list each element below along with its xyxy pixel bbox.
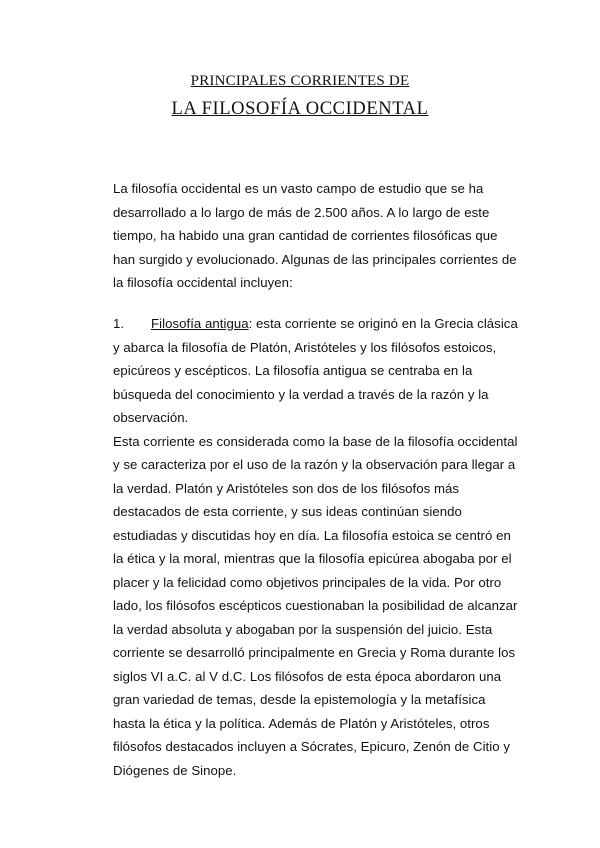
list-item-term: Filosofía antigua — [151, 316, 249, 331]
list-item-continuation: Esta corriente es considerada como la base de la filosofía occidental y se caracteriza por el uso de la razón y la observación para llegar a la verdad. Platón y Aristóteles son dos de los filósofos más destacados de esta corriente, y sus ideas continúan siendo estudiadas y discutidas hoy en día. La filosofía estoica se centró en la ética y la moral, mientras que la filosofía epicúrea abogaba por el placer y la felicidad como objetivos principales de la vida. Por otro lado, los filósofos escépticos cuestionaban la posibilidad de alcanzar la verdad absoluta y abogaban por la suspensión del juicio. Esta corriente se desarrolló principalmente en Grecia y Roma durante los siglos VI a.C. al V d.C. Los filósofos de esta época abordaron una gran variedad de temas, desde la epistemología y la metafísica hasta la ética y la política. Además de Platón y Aristóteles, otros filósofos destacados incluyen a Sócrates, Epicuro, Zenón de Citio y Diógenes de Sinope. — [113, 433, 518, 778]
list-item-number: 1. — [113, 316, 125, 331]
list-item — [113, 312, 518, 782]
document-title-line-2: LA FILOSOFÍA OCCIDENTAL — [171, 99, 429, 119]
list-item-text: : esta corriente se originó en la Grecia clásica y abarca la filosofía de Platón, Aristóteles y los filósofos estoicos, epicúreos y escépticos. La filosofía antigua se centraba en la búsqueda del conocimiento y la verdad a través de la razón y la observación. — [113, 316, 518, 425]
numbered-list — [113, 312, 518, 782]
document-title-line-1: PRINCIPALES CORRIENTES DE — [190, 73, 410, 89]
intro-paragraph: La filosofía occidental es un vasto campo de estudio que se ha desarrollado a lo largo de más de 2.500 años. A lo largo de este tiempo, ha habido una gran cantidad de corrientes filosóficas que han surgido y evolucionado. Algunas de las principales corrientes de la filosofía occidental incluyen: — [113, 181, 517, 290]
